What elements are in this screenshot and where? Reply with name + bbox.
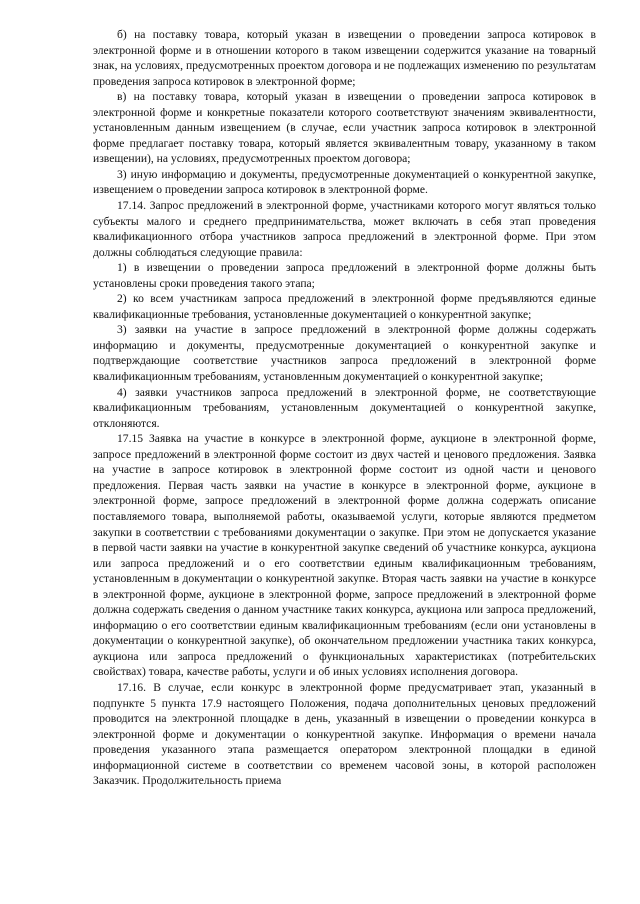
- paragraph-17-14: 17.14. Запрос предложений в электронной форме, участниками которого могут являться только субъекты малого и среднего предпринимательства, может включать в себя этап проведения квалификационного отбора участников запроса предложений в электронной форме. При этом должны соблюдаться следующие правила:: [93, 199, 596, 259]
- paragraph-17-15: 17.15 Заявка на участие в конкурсе в электронной форме, аукционе в электронной форме, запросе предложений в электронной форме состоит из двух частей и ценового предложения. Заявка на участие в запросе котировок в электронной форме состоит из одной части и ценового предложения. Первая часть заявки на участие в конкурсе в электронной форме, аукционе в электронной форме, запросе предложений в электронной форме должна содержать описание поставляемого товара, выполняемой работы, оказываемой услуги, которые являются предметом закупки в соответствии с требованиями документации о закупке. При этом не допускается указание в первой части заявки на участие в конкурентной закупке сведений об участнике конкурса, аукциона или запроса предложений и о его соответствии единым квалификационным требованиям, установленным в документации о конкурентной закупке. Вторая часть заявки на участие в конкурсе в электронной форме, аукционе в электронной форме, запросе предложений в электронной форме должна содержать сведения о данном участнике таких конкурса, аукциона или запроса предложений, информацию о его соответствии единым квалификационным требованиям (если они установлены в документации о конкурентной закупке), об окончательном предложении участника таких конкурса, аукциона или запроса предложений о функциональных характеристиках (потребительских свойствах) товара, качестве работы, услуги и об иных условиях исполнения договора.: [93, 432, 596, 679]
- paragraph-subitem-v: в) на поставку товара, который указан в извещении о проведении запроса котировок в электронной форме и конкретные показатели которого соответствуют значениям эквивалентности, установленным данным извещением (в случае, если участник запроса котировок в электронной форме предлагает поставку товара, который является эквивалентным товару, указанному в таком извещении), на условиях, предусмотренных проектом договора;: [93, 90, 596, 166]
- paragraph-17-14-rule-1: 1) в извещении о проведении запроса предложений в электронной форме должны быть установлены сроки проведения такого этапа;: [93, 261, 596, 290]
- paragraph-17-16: 17.16. В случае, если конкурс в электронной форме предусматривает этап, указанный в подпункте 5 пункта 17.9 настоящего Положения, подача дополнительных ценовых предложений проводится на электронной площадке в день, указанный в извещении о проведении конкурса в электронной форме и документации о конкурентной закупке. Информация о времени начала проведения указанного этапа размещается оператором электронной площадки в единой информационной системе в соответствии со временем часовой зоны, в которой расположен Заказчик. Продолжительность приема: [93, 680, 596, 788]
- paragraph-17-14-rule-4: 4) заявки участников запроса предложений в электронной форме, не соответствующие квалификационным требованиям, установленным документацией о конкурентной закупке, отклоняются.: [93, 385, 596, 430]
- paragraph-subitem-b: б) на поставку товара, который указан в извещении о проведении запроса котировок в электронной форме и в отношении которого в таком извещении содержится указание на товарный знак, на условиях, предусмотренных проектом договора и не подлежащих изменению по результатам проведения запроса котировок в электронной форме;: [93, 28, 596, 88]
- paragraph-17-14-rule-2: 2) ко всем участникам запроса предложений в электронной форме предъявляются единые квалификационные требования, установленные документацией о конкурентной закупке;: [93, 292, 596, 321]
- paragraph-17-14-rule-3: 3) заявки на участие в запросе предложений в электронной форме должны содержать информацию и документы, предусмотренные документацией о конкурентной закупке и подтверждающие соответствие участников запроса предложений в электронной форме квалификационным требованиям, установленным документацией о конкурентной закупке;: [93, 323, 596, 384]
- paragraph-item-3: 3) иную информацию и документы, предусмотренные документацией о конкурентной закупке, извещением о проведении запроса котировок в электронной форме.: [93, 167, 596, 197]
